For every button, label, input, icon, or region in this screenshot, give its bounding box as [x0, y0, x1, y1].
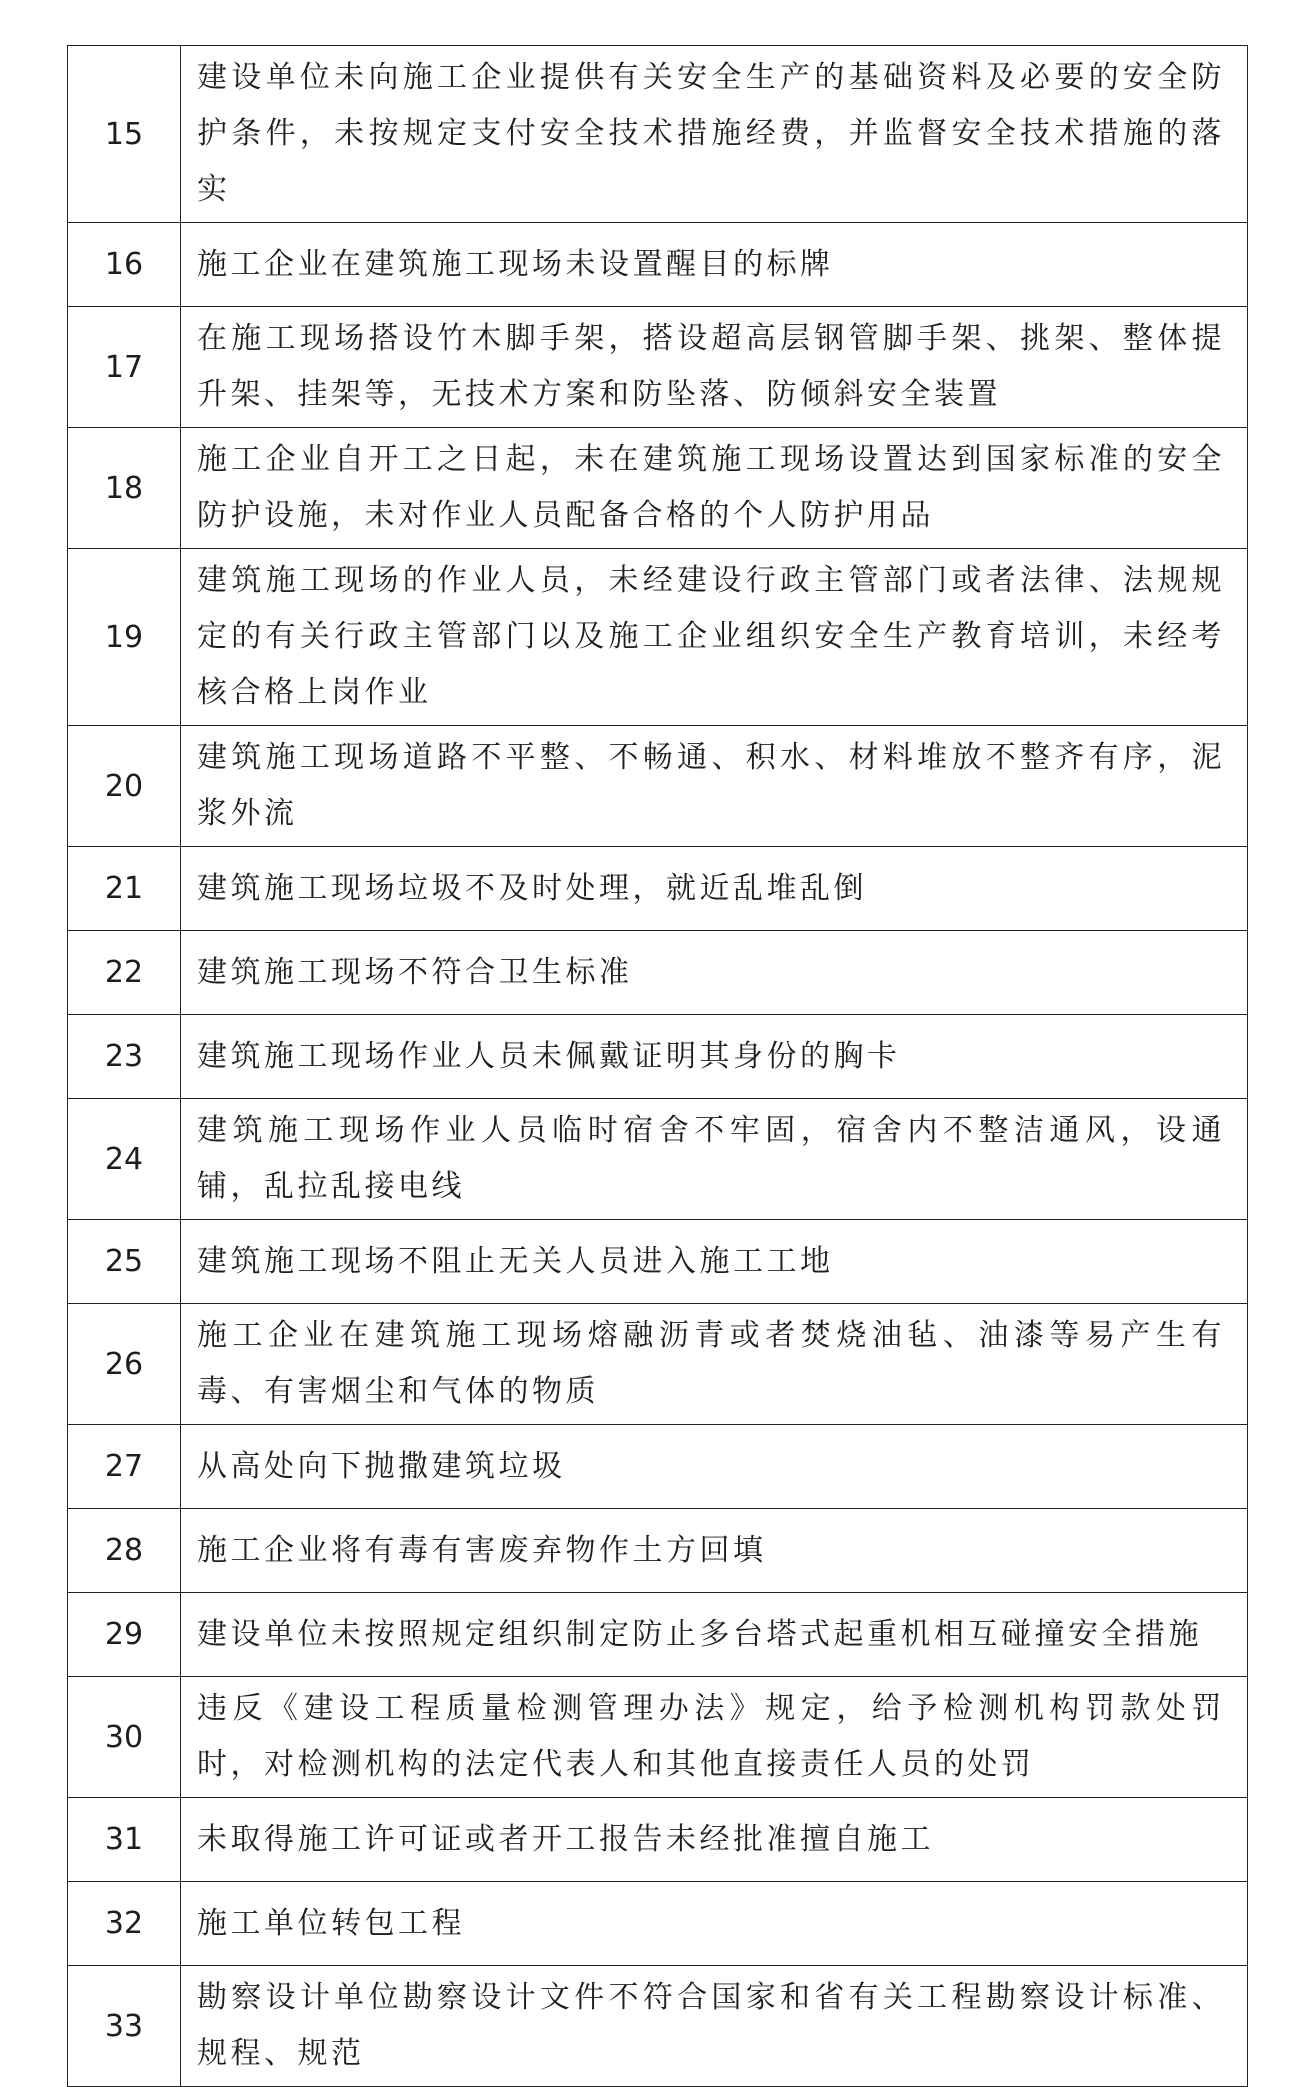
row-number: 33: [68, 1966, 181, 2087]
row-text: 未取得施工许可证或者开工报告未经批准擅自施工: [181, 1798, 1248, 1882]
row-number: 31: [68, 1798, 181, 1882]
row-number: 25: [68, 1220, 181, 1304]
table-row: [68, 1099, 1248, 1220]
table-row: [68, 428, 1248, 549]
row-text: 违反《建设工程质量检测管理办法》规定，给予检测机构罚款处罚时，对检测机构的法定代表人和其他直接责任人员的处罚: [181, 1677, 1248, 1798]
row-number: 29: [68, 1593, 181, 1677]
row-text: 勘察设计单位勘察设计文件不符合国家和省有关工程勘察设计标准、规程、规范: [181, 1966, 1248, 2087]
table-row: [68, 1882, 1248, 1966]
row-number: 26: [68, 1304, 181, 1425]
row-text: 建筑施工现场作业人员未佩戴证明其身份的胸卡: [181, 1015, 1248, 1099]
table-row: [68, 1304, 1248, 1425]
row-text: 建筑施工现场道路不平整、不畅通、积水、材料堆放不整齐有序，泥浆外流: [181, 726, 1248, 847]
row-number: 21: [68, 847, 181, 931]
penalty-items-table: [67, 45, 1248, 2087]
table-row: [68, 46, 1248, 223]
row-text: 建筑施工现场不符合卫生标准: [181, 931, 1248, 1015]
table-row: [68, 1593, 1248, 1677]
table-row: [68, 1677, 1248, 1798]
row-number: 15: [68, 46, 181, 223]
row-number: 23: [68, 1015, 181, 1099]
table-row: [68, 847, 1248, 931]
row-text: 建筑施工现场作业人员临时宿舍不牢固，宿舍内不整洁通风，设通铺，乱拉乱接电线: [181, 1099, 1248, 1220]
row-text: 建筑施工现场的作业人员，未经建设行政主管部门或者法律、法规规定的有关行政主管部门以及施工企业组织安全生产教育培训，未经考核合格上岗作业: [181, 549, 1248, 726]
table-row: [68, 1220, 1248, 1304]
row-number: 17: [68, 307, 181, 428]
row-number: 22: [68, 931, 181, 1015]
row-number: 32: [68, 1882, 181, 1966]
row-number: 28: [68, 1509, 181, 1593]
row-text: 在施工现场搭设竹木脚手架，搭设超高层钢管脚手架、挑架、整体提升架、挂架等，无技术方案和防坠落、防倾斜安全装置: [181, 307, 1248, 428]
table-row: [68, 1966, 1248, 2087]
row-text: 建设单位未向施工企业提供有关安全生产的基础资料及必要的安全防护条件，未按规定支付安全技术措施经费，并监督安全技术措施的落实: [181, 46, 1248, 223]
row-text: 施工企业将有毒有害废弃物作土方回填: [181, 1509, 1248, 1593]
table-row: [68, 549, 1248, 726]
table-row: [68, 1798, 1248, 1882]
row-text: 从高处向下抛撒建筑垃圾: [181, 1425, 1248, 1509]
row-number: 19: [68, 549, 181, 726]
row-text: 施工企业自开工之日起，未在建筑施工现场设置达到国家标准的安全防护设施，未对作业人员配备合格的个人防护用品: [181, 428, 1248, 549]
table-row: [68, 223, 1248, 307]
table-row: [68, 1509, 1248, 1593]
row-text: 建筑施工现场垃圾不及时处理，就近乱堆乱倒: [181, 847, 1248, 931]
row-number: 30: [68, 1677, 181, 1798]
table-row: [68, 1425, 1248, 1509]
row-number: 24: [68, 1099, 181, 1220]
table-row: [68, 1015, 1248, 1099]
row-text: 施工企业在建筑施工现场未设置醒目的标牌: [181, 223, 1248, 307]
row-number: 27: [68, 1425, 181, 1509]
row-text: 施工企业在建筑施工现场熔融沥青或者焚烧油毡、油漆等易产生有毒、有害烟尘和气体的物质: [181, 1304, 1248, 1425]
row-text: 建设单位未按照规定组织制定防止多台塔式起重机相互碰撞安全措施: [181, 1593, 1248, 1677]
table-row: [68, 307, 1248, 428]
table-row: [68, 931, 1248, 1015]
row-number: 20: [68, 726, 181, 847]
row-number: 16: [68, 223, 181, 307]
row-text: 建筑施工现场不阻止无关人员进入施工工地: [181, 1220, 1248, 1304]
row-text: 施工单位转包工程: [181, 1882, 1248, 1966]
row-number: 18: [68, 428, 181, 549]
table-row: [68, 726, 1248, 847]
